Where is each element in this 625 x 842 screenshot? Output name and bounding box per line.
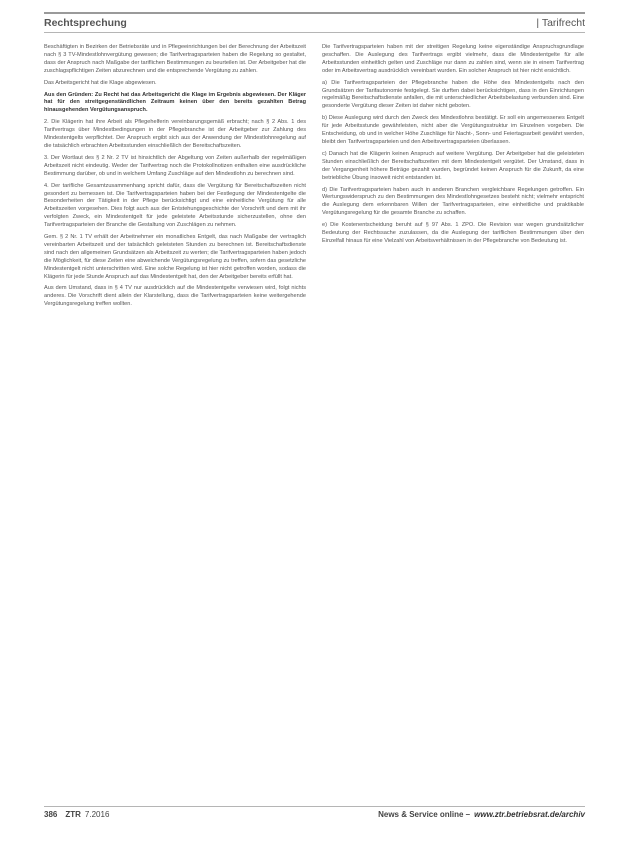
left-column	[44, 44, 306, 313]
journal-issue: 7.2016	[84, 809, 110, 819]
paragraph: e) Die Kostenentscheidung beruht auf § 97 Abs. 1 ZPO. Die Revision war wegen grundsätzlicher Bedeutung der Rechtssache zuzulassen, da die Auslegung der tariflichen Bestimmungen über den Einzelfall hinaus für eine Vielzahl von Arbeitsverhältnissen in der Pflegebranche von Bedeutung ist.	[322, 222, 584, 244]
right-column	[322, 44, 584, 250]
paragraph: d) Die Tarifvertragsparteien haben auch in anderen Branchen vergleichbare Regelungen getroffen. Ein Wertungswiderspruch zu den Bestimmungen des Mindestlohngesetzes besteht nicht; vielmehr entspricht die Auslegung dem erkennbaren Willen der Tarifvertragsparteien, eine einheitliche und praktikable Vergütungsregelung für die gesamte Branche zu schaffen.	[322, 186, 584, 217]
paragraph: Beschäftigten in Bezirken der Betriebsräte und in Pflegeeinrichtungen bei der Berechnung der Arbeitszeit nach § 3 TV-Mindestlohnvergütung gewesen; die Tarifvertragsparteien haben die Regelung so gestaltet, dass der Anspruch nach Maßgabe der tariflichen Bestimmungen zu beurteilen ist. Der Arbeitgeber hat die zuschlagspflichtigen Zeiten abzurechnen und die entsprechende Vergütung zu zahlen.	[44, 44, 306, 74]
running-header	[44, 12, 585, 33]
paragraph: Gem. § 2 Nr. 1 TV erhält der Arbeitnehmer ein monatliches Entgelt, das nach Maßgabe der vertraglich vereinbarten Arbeitszeit und der tatsächlich geleisteten Stunden zu berechnen ist. Bereitschaftsdienste sind nach den allgemeinen Grundsätzen als Arbeitszeit zu werten; die Tarifvertragsparteien haben jedoch die Möglichkeit, für diese Zeiten eine abweichende Vergütungsregelung zu treffen, sofern das gesetzliche Mindestentgelt nicht unterschritten wird. Eine solche Regelung ist hier nicht getroffen worden, sodass die Klägerin für jede Stunde Anspruch auf das Mindestentgelt hat, den der Arbeitgeber bereits erfüllt hat.	[44, 234, 306, 280]
paragraph: 3. Der Wortlaut des § 2 Nr. 2 TV ist hinsichtlich der Abgeltung von Zeiten außerhalb der regelmäßigen Arbeitszeit nicht eindeutig. Weder der Tarifvertrag noch die Protokollnotizen enthalten eine ausdrückliche Bestimmung darüber, ob und in welchem Umfang Zuschläge auf den Mindestlohn zu berechnen sind.	[44, 154, 306, 177]
page-footer	[44, 806, 585, 821]
section-title: Rechtsprechung	[44, 17, 127, 29]
paragraph: a) Die Tarifvertragsparteien der Pflegebranche haben die Höhe des Mindestentgelts nach den Grundsätzen der Tarifautonomie festgelegt. Sie durften dabei berücksichtigen, dass in den Einrichtungen regelmäßig Bereitschaftsdienste anfallen, die mit unterschiedlicher Arbeitsbelastung verbunden sind. Eine gesonderte Vergütung dieser Zeiten ist daher nicht geboten.	[322, 79, 584, 110]
paragraph: 2. Die Klägerin hat ihre Arbeit als Pflegehelferin vereinbarungsgemäß erbracht; nach § 2 Abs. 1 des Tarifvertrags über Mindestbedingungen in der Pflegebranche ist der Arbeitgeber zur Zahlung des Mindestentgelts verpflichtet. Der Anspruch ergibt sich aus der Anwendung der Mindestlohnregelung auf die tatsächlich erbrachten Arbeitsstunden einschließlich der Bereitschaftszeiten.	[44, 119, 306, 149]
section-subtitle: | Tarifrecht	[536, 17, 585, 29]
paragraph: 4. Der tarifliche Gesamtzusammenhang spricht dafür, dass die Vergütung für Bereitschaftszeiten nicht gesondert zu bemessen ist. Die Tarifvertragsparteien haben bei der Festlegung der Mindestentgelte die Besonderheiten der Tätigkeit in der Pflege berücksichtigt und eine einheitliche Vergütung für alle Arbeitszeiten vorgesehen. Dies folgt auch aus der Entstehungsgeschichte der Vorschrift und dem mit ihr verfolgten Zweck, ein Mindestentgelt für jede geleistete Arbeitsstunde sicherzustellen, ohne den Tarifvertragsparteien der Branche die Gestaltung von Zuschlägen zu nehmen.	[44, 182, 306, 229]
paragraph: c) Danach hat die Klägerin keinen Anspruch auf weitere Vergütung. Der Arbeitgeber hat die geleisteten Stunden einschließlich der Bereitschaftszeiten mit dem Mindestentgelt vergütet. Der Umstand, dass in der Vergangenheit höhere Beträge gezahlt wurden, begründet keinen Anspruch für die Zukunft, da eine betriebliche Übung insoweit nicht entstanden ist.	[322, 150, 584, 181]
paragraph: Aus den Gründen: Zu Recht hat das Arbeitsgericht die Klage im Ergebnis abgewiesen. Der Kläger hat für den streitgegenständlichen Zeitraum keinen über den bereits gezahlten Betrag hinausgehenden Vergütungsanspruch.	[44, 91, 306, 114]
paragraph: Aus dem Umstand, dass in § 4 TV nur ausdrücklich auf die Mindestentgelte verwiesen wird, folgt nichts anderes. Die Vorschrift dient allein der Klarstellung, dass die Tarifvertragsparteien keine weitergehende Vergütungsregelung treffen wollten.	[44, 285, 306, 308]
news-label: News & Service online –	[378, 809, 471, 819]
archive-link[interactable]: www.ztr.betriebsrat.de/archiv	[474, 809, 585, 819]
paragraph: b) Diese Auslegung wird durch den Zweck des Mindestlohns bestätigt. Er soll ein angemessenes Entgelt für jede Arbeitsstunde gewährleisten, nicht aber die Vergütungsstruktur im Einzelnen vorgeben. Die Entscheidung, ob und in welcher Höhe Zuschläge für Nacht-, Sonn- und Feiertagsarbeit gewährt werden, bleibt den Tarifvertragsparteien und den Arbeitsvertragsparteien überlassen.	[322, 115, 584, 145]
paragraph: Die Tarifvertragsparteien haben mit der streitigen Regelung keine eigenständige Anspruchsgrundlage geschaffen. Die Auslegung des Tarifvertrags ergibt vielmehr, dass die Mindestentgelte für alle Arbeitsstunden einheitlich gelten und Zuschläge nur dann zu zahlen sind, wenn sie in einem Tarifvertrag oder im Arbeitsvertrag ausdrücklich vereinbart wurden. Ein solcher Anspruch ist hier nicht ersichtlich.	[322, 44, 584, 74]
journal-name: ZTR	[65, 809, 81, 819]
paragraph: Das Arbeitsgericht hat die Klage abgewiesen.	[44, 79, 157, 86]
page-number: 386	[44, 809, 58, 819]
